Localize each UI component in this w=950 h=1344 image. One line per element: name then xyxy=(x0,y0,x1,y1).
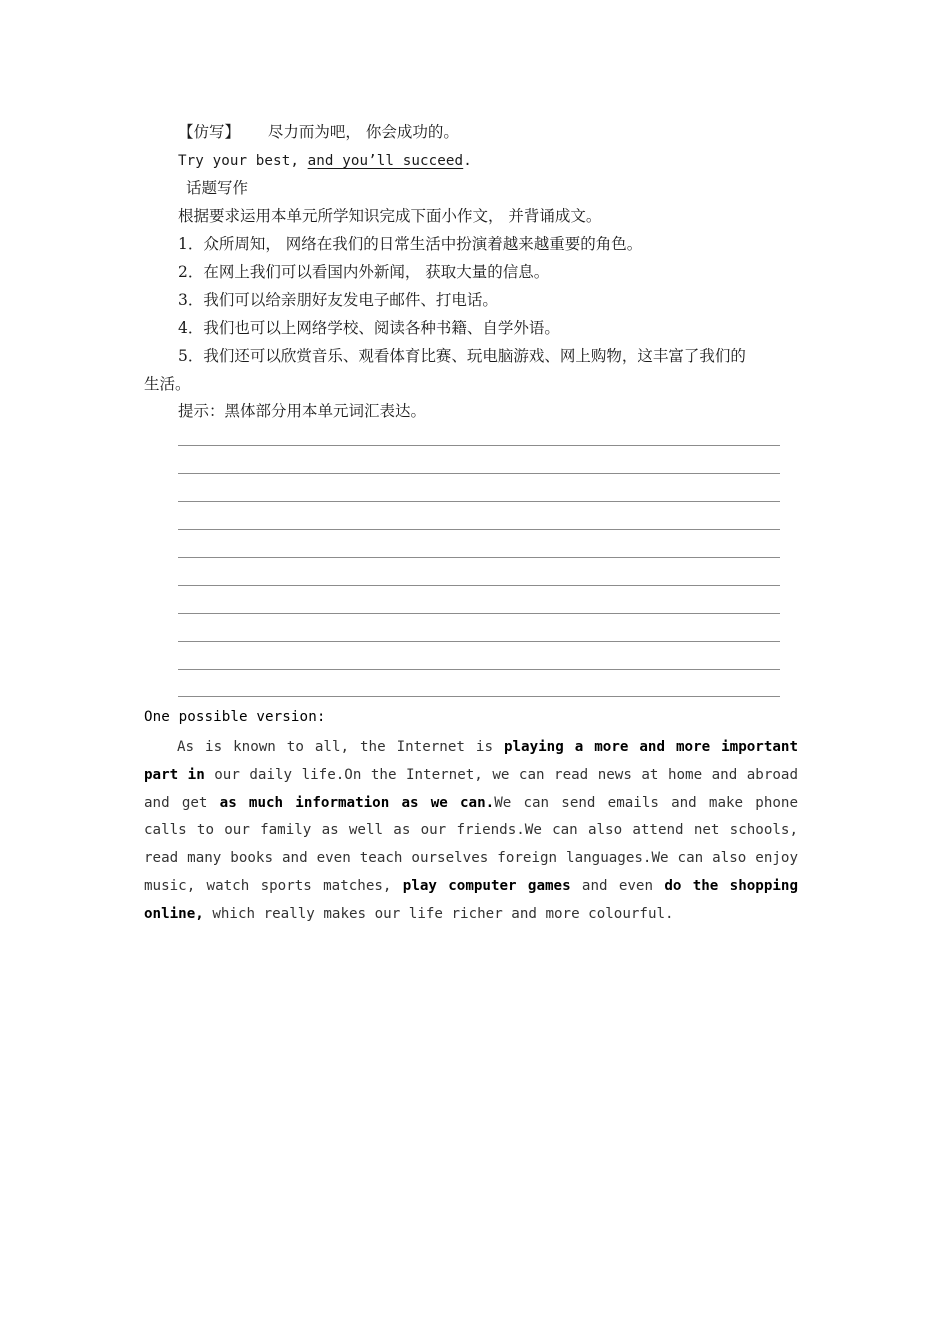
blank-line[interactable] xyxy=(178,696,780,697)
answer-prefix: Try your best, xyxy=(178,153,299,169)
essay-text: As is known to all, the Internet is xyxy=(177,739,504,755)
answer-underlined: and you’ll succeed xyxy=(307,153,464,169)
imitation-label: 【仿写】 xyxy=(178,123,241,141)
topic-point: 1．众所周知， 网络在我们的日常生活中扮演着越来越重要的角色。 xyxy=(178,235,643,253)
blank-line[interactable] xyxy=(178,557,780,558)
topic-point-continued: 生活。 xyxy=(144,375,191,393)
imitation-line xyxy=(178,122,459,142)
essay-key-phrase: as much information as we can. xyxy=(219,794,495,811)
essay-text: our daily life.On the Internet, we can read news at home and abroad and get xyxy=(144,766,798,811)
topic-heading: 话题写作 xyxy=(186,179,249,197)
sample-essay xyxy=(144,734,798,929)
topic-point: 5．我们还可以欣赏音乐、观看体育比赛、玩电脑游戏、网上购物，这丰富了我们的 xyxy=(178,347,746,365)
blank-line[interactable] xyxy=(178,501,780,502)
blank-line[interactable] xyxy=(178,585,780,586)
topic-hint: 提示：黑体部分用本单元词汇表达。 xyxy=(178,402,427,420)
topic-point: 4．我们也可以上网络学校、阅读各种书籍、自学外语。 xyxy=(178,319,560,337)
blank-line[interactable] xyxy=(178,529,780,530)
answer-suffix: . xyxy=(463,153,472,169)
topic-point: 2．在网上我们可以看国内外新闻， 获取大量的信息。 xyxy=(178,263,550,281)
sample-heading: One possible version: xyxy=(144,709,326,725)
essay-text: and even xyxy=(570,877,665,894)
essay-key-phrase: play computer games xyxy=(402,877,571,894)
imitation-prompt: 尽力而为吧， 你会成功的。 xyxy=(267,123,459,141)
topic-point: 3．我们可以给亲朋好友发电子邮件、打电话。 xyxy=(178,291,498,309)
blank-line[interactable] xyxy=(178,669,780,670)
blank-line[interactable] xyxy=(178,473,780,474)
blank-line[interactable] xyxy=(178,445,780,446)
blank-line[interactable] xyxy=(178,613,780,614)
essay-text: We can send emails and make phone calls to our family as well as our friends.We can also attend net schools, read many books and even teach ourselves foreign languages.We can also enjoy music, watch sports matches, xyxy=(144,794,798,894)
topic-instruction: 根据要求运用本单元所学知识完成下面小作文， 并背诵成文。 xyxy=(178,207,602,225)
blank-line[interactable] xyxy=(178,641,780,642)
essay-key-phrase: playing a more and more important part in xyxy=(144,739,799,783)
essay-text: which really makes our life richer and more colourful. xyxy=(203,905,674,922)
imitation-answer xyxy=(178,151,472,171)
essay-key-phrase: do the shopping online, xyxy=(144,877,798,922)
